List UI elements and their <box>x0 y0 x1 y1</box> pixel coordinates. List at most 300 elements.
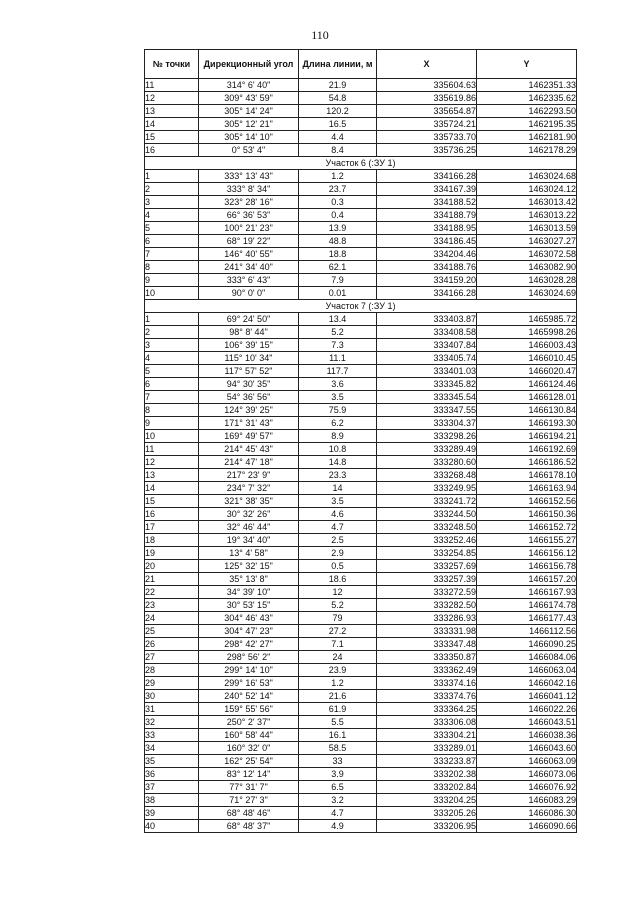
point-number-cell: 13 <box>145 469 199 482</box>
table-row <box>145 534 577 547</box>
x-coordinate-cell: 334166.28 <box>377 287 477 300</box>
table-row <box>145 729 577 742</box>
y-coordinate-cell: 1462351.33 <box>477 79 577 92</box>
point-number-cell: 22 <box>145 586 199 599</box>
y-coordinate-cell: 1463013.42 <box>477 196 577 209</box>
header-x: X <box>377 50 477 79</box>
x-coordinate-cell: 333306.08 <box>377 716 477 729</box>
x-coordinate-cell: 335724.21 <box>377 118 477 131</box>
x-coordinate-cell: 333282.50 <box>377 599 477 612</box>
y-coordinate-cell: 1463027.27 <box>477 235 577 248</box>
y-coordinate-cell: 1466124.46 <box>477 378 577 391</box>
y-coordinate-cell: 1466042.16 <box>477 677 577 690</box>
line-length-cell: 10.8 <box>299 443 377 456</box>
line-length-cell: 0.01 <box>299 287 377 300</box>
point-number-cell: 18 <box>145 534 199 547</box>
line-length-cell: 0.5 <box>299 560 377 573</box>
point-number-cell: 30 <box>145 690 199 703</box>
point-number-cell: 26 <box>145 638 199 651</box>
x-coordinate-cell: 333408.58 <box>377 326 477 339</box>
y-coordinate-cell: 1466193.30 <box>477 417 577 430</box>
bearing-angle-cell: 30° 32' 26" <box>199 508 299 521</box>
bearing-angle-cell: 171° 31' 43" <box>199 417 299 430</box>
line-length-cell: 7.9 <box>299 274 377 287</box>
point-number-cell: 16 <box>145 144 199 157</box>
line-length-cell: 5.2 <box>299 599 377 612</box>
point-number-cell: 3 <box>145 339 199 352</box>
y-coordinate-cell: 1465998.26 <box>477 326 577 339</box>
point-number-cell: 10 <box>145 287 199 300</box>
table-row <box>145 313 577 326</box>
x-coordinate-cell: 334159.20 <box>377 274 477 287</box>
line-length-cell: 3.6 <box>299 378 377 391</box>
x-coordinate-cell: 333401.03 <box>377 365 477 378</box>
point-number-cell: 20 <box>145 560 199 573</box>
x-coordinate-cell: 333249.95 <box>377 482 477 495</box>
point-number-cell: 38 <box>145 794 199 807</box>
bearing-angle-cell: 298° 42' 27" <box>199 638 299 651</box>
y-coordinate-cell: 1463082.90 <box>477 261 577 274</box>
line-length-cell: 120.2 <box>299 105 377 118</box>
table-row <box>145 573 577 586</box>
table-row <box>145 625 577 638</box>
x-coordinate-cell: 333289.49 <box>377 443 477 456</box>
x-coordinate-cell: 333204.25 <box>377 794 477 807</box>
x-coordinate-cell: 333202.84 <box>377 781 477 794</box>
table-row <box>145 170 577 183</box>
bearing-angle-cell: 13° 4' 58" <box>199 547 299 560</box>
point-number-cell: 1 <box>145 170 199 183</box>
bearing-angle-cell: 34° 39' 10" <box>199 586 299 599</box>
bearing-angle-cell: 298° 56' 2" <box>199 651 299 664</box>
x-coordinate-cell: 333241.72 <box>377 495 477 508</box>
x-coordinate-cell: 333403.87 <box>377 313 477 326</box>
page-number: 110 <box>311 28 329 42</box>
point-number-cell: 11 <box>145 79 199 92</box>
table-row <box>145 131 577 144</box>
x-coordinate-cell: 333244.50 <box>377 508 477 521</box>
x-coordinate-cell: 333206.95 <box>377 820 477 833</box>
y-coordinate-cell: 1462178.29 <box>477 144 577 157</box>
x-coordinate-cell: 333347.48 <box>377 638 477 651</box>
line-length-cell: 48.8 <box>299 235 377 248</box>
point-number-cell: 19 <box>145 547 199 560</box>
table-row <box>145 365 577 378</box>
table-row <box>145 807 577 820</box>
point-number-cell: 15 <box>145 495 199 508</box>
bearing-angle-cell: 240° 52' 14" <box>199 690 299 703</box>
line-length-cell: 23.3 <box>299 469 377 482</box>
y-coordinate-cell: 1466152.72 <box>477 521 577 534</box>
table-row <box>145 612 577 625</box>
x-coordinate-cell: 333289.01 <box>377 742 477 755</box>
point-number-cell: 14 <box>145 482 199 495</box>
x-coordinate-cell: 334188.76 <box>377 261 477 274</box>
bearing-angle-cell: 54° 36' 56" <box>199 391 299 404</box>
point-number-cell: 35 <box>145 755 199 768</box>
x-coordinate-cell: 334186.45 <box>377 235 477 248</box>
line-length-cell: 61.9 <box>299 703 377 716</box>
line-length-cell: 16.5 <box>299 118 377 131</box>
header-point-number: № точки <box>145 50 199 79</box>
y-coordinate-cell: 1466090.25 <box>477 638 577 651</box>
table-row <box>145 261 577 274</box>
table-row <box>145 274 577 287</box>
line-length-cell: 23.7 <box>299 183 377 196</box>
x-coordinate-cell: 333350.87 <box>377 651 477 664</box>
line-length-cell: 54.8 <box>299 92 377 105</box>
section-row <box>145 157 577 170</box>
line-length-cell: 13.9 <box>299 222 377 235</box>
y-coordinate-cell: 1466043.51 <box>477 716 577 729</box>
table-row <box>145 430 577 443</box>
line-length-cell: 11.1 <box>299 352 377 365</box>
point-number-cell: 21 <box>145 573 199 586</box>
y-coordinate-cell: 1466192.69 <box>477 443 577 456</box>
x-coordinate-cell: 333252.46 <box>377 534 477 547</box>
line-length-cell: 4.7 <box>299 807 377 820</box>
line-length-cell: 18.8 <box>299 248 377 261</box>
x-coordinate-cell: 333248.50 <box>377 521 477 534</box>
bearing-angle-cell: 214° 47' 18" <box>199 456 299 469</box>
bearing-angle-cell: 299° 16' 53" <box>199 677 299 690</box>
point-number-cell: 2 <box>145 326 199 339</box>
line-length-cell: 33 <box>299 755 377 768</box>
bearing-angle-cell: 98° 8' 44" <box>199 326 299 339</box>
x-coordinate-cell: 333205.26 <box>377 807 477 820</box>
line-length-cell: 0.3 <box>299 196 377 209</box>
point-number-cell: 40 <box>145 820 199 833</box>
y-coordinate-cell: 1466156.78 <box>477 560 577 573</box>
table-row <box>145 820 577 833</box>
table-row <box>145 638 577 651</box>
header-bearing-angle: Дирекционный угол <box>199 50 299 79</box>
point-number-cell: 3 <box>145 196 199 209</box>
y-coordinate-cell: 1466083.29 <box>477 794 577 807</box>
x-coordinate-cell: 335733.70 <box>377 131 477 144</box>
x-coordinate-cell: 333345.54 <box>377 391 477 404</box>
point-number-cell: 10 <box>145 430 199 443</box>
table-row <box>145 664 577 677</box>
bearing-angle-cell: 0° 53' 4" <box>199 144 299 157</box>
table-row <box>145 326 577 339</box>
table-row <box>145 118 577 131</box>
bearing-angle-cell: 304° 46' 43" <box>199 612 299 625</box>
y-coordinate-cell: 1463024.69 <box>477 287 577 300</box>
x-coordinate-cell: 335604.63 <box>377 79 477 92</box>
line-length-cell: 14 <box>299 482 377 495</box>
header-line-length: Длина линии, м <box>299 50 377 79</box>
x-coordinate-cell: 334188.95 <box>377 222 477 235</box>
bearing-angle-cell: 69° 24' 50" <box>199 313 299 326</box>
x-coordinate-cell: 333331.98 <box>377 625 477 638</box>
y-coordinate-cell: 1463024.12 <box>477 183 577 196</box>
x-coordinate-cell: 333362.49 <box>377 664 477 677</box>
point-number-cell: 25 <box>145 625 199 638</box>
line-length-cell: 27.2 <box>299 625 377 638</box>
x-coordinate-cell: 333364.25 <box>377 703 477 716</box>
line-length-cell: 18.6 <box>299 573 377 586</box>
x-coordinate-cell: 333202.38 <box>377 768 477 781</box>
y-coordinate-cell: 1463072.58 <box>477 248 577 261</box>
x-coordinate-cell: 333374.16 <box>377 677 477 690</box>
y-coordinate-cell: 1466178.10 <box>477 469 577 482</box>
bearing-angle-cell: 305° 14' 10" <box>199 131 299 144</box>
x-coordinate-cell: 333405.74 <box>377 352 477 365</box>
y-coordinate-cell: 1465985.72 <box>477 313 577 326</box>
point-number-cell: 6 <box>145 235 199 248</box>
y-coordinate-cell: 1466043.60 <box>477 742 577 755</box>
table-row <box>145 456 577 469</box>
line-length-cell: 6.2 <box>299 417 377 430</box>
bearing-angle-cell: 32° 46' 44" <box>199 521 299 534</box>
table-row <box>145 703 577 716</box>
line-length-cell: 6.5 <box>299 781 377 794</box>
table-row <box>145 287 577 300</box>
bearing-angle-cell: 106° 39' 15" <box>199 339 299 352</box>
y-coordinate-cell: 1466003.43 <box>477 339 577 352</box>
point-number-cell: 2 <box>145 183 199 196</box>
bearing-angle-cell: 160° 58' 44" <box>199 729 299 742</box>
bearing-angle-cell: 314° 6' 40" <box>199 79 299 92</box>
table-row <box>145 586 577 599</box>
line-length-cell: 12 <box>299 586 377 599</box>
point-number-cell: 5 <box>145 365 199 378</box>
y-coordinate-cell: 1466090.66 <box>477 820 577 833</box>
table-row <box>145 391 577 404</box>
table-row <box>145 794 577 807</box>
y-coordinate-cell: 1466073.06 <box>477 768 577 781</box>
x-coordinate-cell: 333280.60 <box>377 456 477 469</box>
x-coordinate-cell: 333272.59 <box>377 586 477 599</box>
y-coordinate-cell: 1466130.84 <box>477 404 577 417</box>
table-row <box>145 547 577 560</box>
point-number-cell: 4 <box>145 209 199 222</box>
line-length-cell: 62.1 <box>299 261 377 274</box>
y-coordinate-cell: 1466150.36 <box>477 508 577 521</box>
y-coordinate-cell: 1462335.62 <box>477 92 577 105</box>
x-coordinate-cell: 333257.39 <box>377 573 477 586</box>
header-y: Y <box>477 50 577 79</box>
point-number-cell: 31 <box>145 703 199 716</box>
line-length-cell: 2.9 <box>299 547 377 560</box>
line-length-cell: 23.9 <box>299 664 377 677</box>
line-length-cell: 4.4 <box>299 131 377 144</box>
table-row <box>145 417 577 430</box>
table-row <box>145 768 577 781</box>
bearing-angle-cell: 115° 10' 34" <box>199 352 299 365</box>
table-row <box>145 495 577 508</box>
bearing-angle-cell: 124° 39' 25" <box>199 404 299 417</box>
y-coordinate-cell: 1463024.68 <box>477 170 577 183</box>
table-row <box>145 222 577 235</box>
line-length-cell: 79 <box>299 612 377 625</box>
y-coordinate-cell: 1466155.27 <box>477 534 577 547</box>
y-coordinate-cell: 1466022.26 <box>477 703 577 716</box>
line-length-cell: 3.9 <box>299 768 377 781</box>
y-coordinate-cell: 1466163.94 <box>477 482 577 495</box>
table-row <box>145 235 577 248</box>
point-number-cell: 24 <box>145 612 199 625</box>
bearing-angle-cell: 83° 12' 14" <box>199 768 299 781</box>
bearing-angle-cell: 68° 48' 37" <box>199 820 299 833</box>
section-row <box>145 300 577 313</box>
x-coordinate-cell: 333286.93 <box>377 612 477 625</box>
point-number-cell: 28 <box>145 664 199 677</box>
point-number-cell: 15 <box>145 131 199 144</box>
point-number-cell: 29 <box>145 677 199 690</box>
bearing-angle-cell: 250° 2' 37" <box>199 716 299 729</box>
table-row <box>145 378 577 391</box>
line-length-cell: 5.5 <box>299 716 377 729</box>
table-row <box>145 209 577 222</box>
bearing-angle-cell: 77° 31' 7" <box>199 781 299 794</box>
y-coordinate-cell: 1463013.22 <box>477 209 577 222</box>
y-coordinate-cell: 1466177.43 <box>477 612 577 625</box>
table-row <box>145 755 577 768</box>
x-coordinate-cell: 333254.85 <box>377 547 477 560</box>
section-label: Участок 6 (:ЗУ 1) <box>145 157 577 170</box>
bearing-angle-cell: 304° 47' 23" <box>199 625 299 638</box>
bearing-angle-cell: 35° 13' 8" <box>199 573 299 586</box>
point-number-cell: 6 <box>145 378 199 391</box>
bearing-angle-cell: 234° 7' 32" <box>199 482 299 495</box>
point-number-cell: 39 <box>145 807 199 820</box>
table-row <box>145 651 577 664</box>
bearing-angle-cell: 162° 25' 54" <box>199 755 299 768</box>
point-number-cell: 17 <box>145 521 199 534</box>
bearing-angle-cell: 299° 14' 10" <box>199 664 299 677</box>
line-length-cell: 1.2 <box>299 677 377 690</box>
bearing-angle-cell: 333° 6' 43" <box>199 274 299 287</box>
section-label: Участок 7 (:ЗУ 1) <box>145 300 577 313</box>
y-coordinate-cell: 1466038.36 <box>477 729 577 742</box>
line-length-cell: 8.4 <box>299 144 377 157</box>
line-length-cell: 117.7 <box>299 365 377 378</box>
table-row <box>145 521 577 534</box>
bearing-angle-cell: 214° 45' 43" <box>199 443 299 456</box>
bearing-angle-cell: 71° 27' 3" <box>199 794 299 807</box>
line-length-cell: 0.4 <box>299 209 377 222</box>
table-row <box>145 677 577 690</box>
y-coordinate-cell: 1466063.09 <box>477 755 577 768</box>
x-coordinate-cell: 334204.46 <box>377 248 477 261</box>
point-number-cell: 16 <box>145 508 199 521</box>
x-coordinate-cell: 335736.25 <box>377 144 477 157</box>
x-coordinate-cell: 334166.28 <box>377 170 477 183</box>
line-length-cell: 2.5 <box>299 534 377 547</box>
bearing-angle-cell: 305° 12' 21" <box>199 118 299 131</box>
table-row <box>145 716 577 729</box>
y-coordinate-cell: 1466174.78 <box>477 599 577 612</box>
line-length-cell: 4.9 <box>299 820 377 833</box>
line-length-cell: 4.7 <box>299 521 377 534</box>
x-coordinate-cell: 335654.87 <box>377 105 477 118</box>
point-number-cell: 34 <box>145 742 199 755</box>
bearing-angle-cell: 217° 23' 9" <box>199 469 299 482</box>
y-coordinate-cell: 1466084.06 <box>477 651 577 664</box>
table-row <box>145 599 577 612</box>
table-row <box>145 781 577 794</box>
point-number-cell: 27 <box>145 651 199 664</box>
x-coordinate-cell: 333374.76 <box>377 690 477 703</box>
table-row <box>145 469 577 482</box>
table-row <box>145 690 577 703</box>
line-length-cell: 1.2 <box>299 170 377 183</box>
point-number-cell: 4 <box>145 352 199 365</box>
y-coordinate-cell: 1466128.01 <box>477 391 577 404</box>
point-number-cell: 32 <box>145 716 199 729</box>
point-number-cell: 7 <box>145 248 199 261</box>
x-coordinate-cell: 333268.48 <box>377 469 477 482</box>
y-coordinate-cell: 1466186.52 <box>477 456 577 469</box>
y-coordinate-cell: 1466112.56 <box>477 625 577 638</box>
line-length-cell: 3.5 <box>299 391 377 404</box>
point-number-cell: 12 <box>145 92 199 105</box>
point-number-cell: 9 <box>145 417 199 430</box>
x-coordinate-cell: 333233.87 <box>377 755 477 768</box>
y-coordinate-cell: 1466167.93 <box>477 586 577 599</box>
point-number-cell: 1 <box>145 313 199 326</box>
line-length-cell: 5.2 <box>299 326 377 339</box>
x-coordinate-cell: 333257.69 <box>377 560 477 573</box>
bearing-angle-cell: 333° 8' 34" <box>199 183 299 196</box>
point-number-cell: 5 <box>145 222 199 235</box>
line-length-cell: 3.2 <box>299 794 377 807</box>
point-number-cell: 8 <box>145 261 199 274</box>
bearing-angle-cell: 305° 14' 24" <box>199 105 299 118</box>
bearing-angle-cell: 100° 21' 23" <box>199 222 299 235</box>
table-row <box>145 560 577 573</box>
bearing-angle-cell: 66° 36' 53" <box>199 209 299 222</box>
y-coordinate-cell: 1466156.12 <box>477 547 577 560</box>
line-length-cell: 24 <box>299 651 377 664</box>
point-number-cell: 11 <box>145 443 199 456</box>
point-number-cell: 37 <box>145 781 199 794</box>
line-length-cell: 16.1 <box>299 729 377 742</box>
bearing-angle-cell: 146° 40' 55" <box>199 248 299 261</box>
table-row <box>145 352 577 365</box>
header-row <box>145 50 577 79</box>
bearing-angle-cell: 160° 32' 0" <box>199 742 299 755</box>
table-row <box>145 742 577 755</box>
table-row <box>145 508 577 521</box>
bearing-angle-cell: 125° 32' 15" <box>199 560 299 573</box>
y-coordinate-cell: 1466076.92 <box>477 781 577 794</box>
table-row <box>145 79 577 92</box>
coordinates-table <box>144 49 577 833</box>
x-coordinate-cell: 334167.39 <box>377 183 477 196</box>
table-row <box>145 196 577 209</box>
line-length-cell: 7.1 <box>299 638 377 651</box>
bearing-angle-cell: 323° 28' 16" <box>199 196 299 209</box>
bearing-angle-cell: 90° 0' 0" <box>199 287 299 300</box>
line-length-cell: 4.6 <box>299 508 377 521</box>
table-row <box>145 443 577 456</box>
line-length-cell: 75.9 <box>299 404 377 417</box>
line-length-cell: 3.5 <box>299 495 377 508</box>
bearing-angle-cell: 159° 55' 56" <box>199 703 299 716</box>
bearing-angle-cell: 321° 38' 35" <box>199 495 299 508</box>
bearing-angle-cell: 241° 34' 40" <box>199 261 299 274</box>
bearing-angle-cell: 68° 19' 22" <box>199 235 299 248</box>
x-coordinate-cell: 333304.21 <box>377 729 477 742</box>
table-row <box>145 248 577 261</box>
line-length-cell: 21.6 <box>299 690 377 703</box>
point-number-cell: 7 <box>145 391 199 404</box>
line-length-cell: 21.9 <box>299 79 377 92</box>
bearing-angle-cell: 30° 53' 15" <box>199 599 299 612</box>
